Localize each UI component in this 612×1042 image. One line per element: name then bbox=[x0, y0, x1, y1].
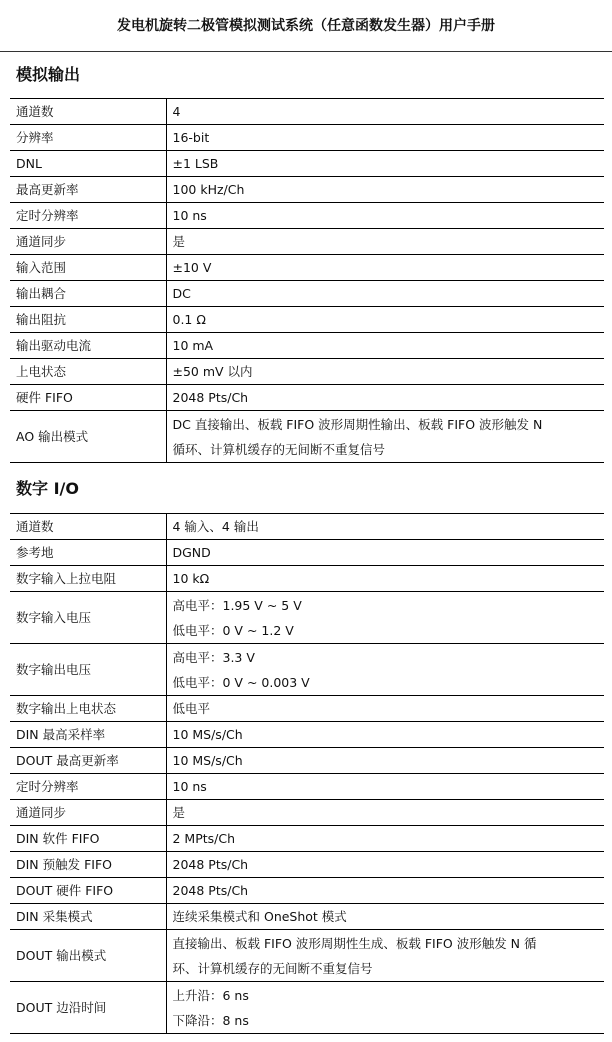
table-row bbox=[10, 930, 604, 982]
table-row bbox=[10, 566, 604, 592]
spec-value bbox=[166, 125, 604, 151]
spec-value-line: 是 bbox=[172, 234, 186, 249]
spec-value-line: DC bbox=[172, 286, 191, 301]
spec-value-line: 下降沿：8 ns bbox=[172, 1012, 249, 1028]
spec-value-line: 上升沿：6 ns bbox=[172, 987, 249, 1003]
table-row bbox=[10, 904, 604, 930]
spec-value bbox=[166, 333, 604, 359]
spec-value bbox=[166, 514, 604, 540]
spec-value-line: 低电平 bbox=[172, 701, 211, 716]
spec-value bbox=[166, 904, 604, 930]
spec-value-line: 10 ns bbox=[172, 208, 207, 223]
table-row bbox=[10, 99, 604, 125]
table-row bbox=[10, 411, 604, 463]
spec-label: 分辨率 bbox=[10, 125, 166, 151]
table-row bbox=[10, 722, 604, 748]
analog-output-spec-table bbox=[10, 98, 604, 463]
spec-label: 输出驱动电流 bbox=[10, 333, 166, 359]
table-row bbox=[10, 748, 604, 774]
spec-label: DOUT 输出模式 bbox=[10, 930, 166, 982]
spec-label: DOUT 边沿时间 bbox=[10, 982, 166, 1034]
spec-value bbox=[166, 774, 604, 800]
spec-label: 通道数 bbox=[10, 514, 166, 540]
spec-label: DNL bbox=[10, 151, 166, 177]
spec-value bbox=[166, 307, 604, 333]
spec-value-line: 2048 Pts/Ch bbox=[172, 857, 249, 872]
table-row bbox=[10, 982, 604, 1034]
spec-label: 通道数 bbox=[10, 99, 166, 125]
spec-value-line: 2048 Pts/Ch bbox=[172, 883, 249, 898]
table-row bbox=[10, 151, 604, 177]
spec-value bbox=[166, 826, 604, 852]
spec-value-line: 4 输入、4 输出 bbox=[172, 519, 259, 534]
table-row bbox=[10, 307, 604, 333]
spec-value-line: DGND bbox=[172, 545, 211, 560]
table-row bbox=[10, 852, 604, 878]
table-row bbox=[10, 281, 604, 307]
spec-value-line: 高电平：3.3 V bbox=[172, 649, 255, 665]
spec-label: 通道同步 bbox=[10, 800, 166, 826]
table-row bbox=[10, 592, 604, 644]
spec-value bbox=[166, 930, 604, 982]
spec-value bbox=[166, 696, 604, 722]
table-row bbox=[10, 774, 604, 800]
spec-value bbox=[166, 281, 604, 307]
spec-value-line: 高电平：1.95 V ~ 5 V bbox=[172, 597, 302, 613]
document-title: 发电机旋转二极管模拟测试系统（任意函数发生器）用户手册 bbox=[117, 18, 495, 34]
spec-label: 参考地 bbox=[10, 540, 166, 566]
spec-value bbox=[166, 255, 604, 281]
table-row bbox=[10, 229, 604, 255]
spec-label: 硬件 FIFO bbox=[10, 385, 166, 411]
spec-label: 定时分辨率 bbox=[10, 203, 166, 229]
section-title-digital-io: 数字 I/O bbox=[16, 479, 79, 498]
spec-value-line: 是 bbox=[172, 805, 186, 820]
spec-value-line: 100 kHz/Ch bbox=[172, 182, 245, 197]
section-title-analog-output: 模拟输出 bbox=[16, 65, 81, 84]
spec-label: 定时分辨率 bbox=[10, 774, 166, 800]
spec-value bbox=[166, 229, 604, 255]
spec-value-line: ±50 mV 以内 bbox=[172, 364, 253, 379]
spec-value-line: 10 kΩ bbox=[172, 571, 210, 586]
spec-value-line: 循环、计算机缓存的无间断不重复信号 bbox=[172, 441, 386, 457]
table-row bbox=[10, 125, 604, 151]
spec-value-line: ±1 LSB bbox=[172, 156, 219, 171]
table-row bbox=[10, 514, 604, 540]
table-row bbox=[10, 644, 604, 696]
spec-label: 数字输入上拉电阻 bbox=[10, 566, 166, 592]
spec-label: 通道同步 bbox=[10, 229, 166, 255]
spec-label: DIN 最高采样率 bbox=[10, 722, 166, 748]
spec-value-line: 4 bbox=[172, 104, 181, 119]
spec-value-line: 连续采集模式和 OneShot 模式 bbox=[172, 909, 347, 924]
spec-value bbox=[166, 722, 604, 748]
digital-io-spec-table bbox=[10, 513, 604, 1034]
table-row bbox=[10, 696, 604, 722]
spec-label: DIN 预触发 FIFO bbox=[10, 852, 166, 878]
spec-value bbox=[166, 99, 604, 125]
spec-value bbox=[166, 852, 604, 878]
table-row bbox=[10, 255, 604, 281]
spec-value bbox=[166, 748, 604, 774]
spec-value bbox=[166, 800, 604, 826]
spec-label: DIN 软件 FIFO bbox=[10, 826, 166, 852]
spec-value-line: 10 MS/s/Ch bbox=[172, 727, 243, 742]
spec-value-line: 低电平：0 V ~ 0.003 V bbox=[172, 674, 310, 690]
spec-value bbox=[166, 203, 604, 229]
spec-label: 数字输入电压 bbox=[10, 592, 166, 644]
table-row bbox=[10, 540, 604, 566]
spec-label: 最高更新率 bbox=[10, 177, 166, 203]
spec-label: 输出阻抗 bbox=[10, 307, 166, 333]
spec-value bbox=[166, 592, 604, 644]
spec-value bbox=[166, 411, 604, 463]
spec-label: DIN 采集模式 bbox=[10, 904, 166, 930]
table-row bbox=[10, 359, 604, 385]
spec-value bbox=[166, 566, 604, 592]
page-header bbox=[0, 0, 612, 52]
spec-value bbox=[166, 878, 604, 904]
spec-value-line: 16-bit bbox=[172, 130, 210, 145]
spec-label: DOUT 硬件 FIFO bbox=[10, 878, 166, 904]
spec-value-line: 直接输出、板载 FIFO 波形周期性生成、板载 FIFO 波形触发 N 循 bbox=[172, 935, 537, 951]
spec-label: 输入范围 bbox=[10, 255, 166, 281]
spec-value-line: 低电平：0 V ~ 1.2 V bbox=[172, 622, 294, 638]
spec-label: DOUT 最高更新率 bbox=[10, 748, 166, 774]
spec-value-line: 2048 Pts/Ch bbox=[172, 390, 249, 405]
spec-label: 输出耦合 bbox=[10, 281, 166, 307]
table-row bbox=[10, 177, 604, 203]
spec-value bbox=[166, 177, 604, 203]
spec-value-line: ±10 V bbox=[172, 260, 212, 275]
spec-value-line: 10 MS/s/Ch bbox=[172, 753, 243, 768]
spec-label: 数字输出上电状态 bbox=[10, 696, 166, 722]
spec-value bbox=[166, 982, 604, 1034]
spec-value bbox=[166, 151, 604, 177]
spec-label: AO 输出模式 bbox=[10, 411, 166, 463]
spec-value bbox=[166, 385, 604, 411]
spec-label: 数字输出电压 bbox=[10, 644, 166, 696]
table-row bbox=[10, 878, 604, 904]
spec-value-line: 0.1 Ω bbox=[172, 312, 206, 327]
spec-value bbox=[166, 540, 604, 566]
table-row bbox=[10, 203, 604, 229]
spec-value-line: 环、计算机缓存的无间断不重复信号 bbox=[172, 960, 373, 976]
table-row bbox=[10, 333, 604, 359]
table-row bbox=[10, 800, 604, 826]
spec-value bbox=[166, 359, 604, 385]
spec-value-line: DC 直接输出、板载 FIFO 波形周期性输出、板载 FIFO 波形触发 N bbox=[172, 416, 543, 432]
spec-value bbox=[166, 644, 604, 696]
table-row bbox=[10, 385, 604, 411]
spec-label: 上电状态 bbox=[10, 359, 166, 385]
spec-value-line: 10 ns bbox=[172, 779, 207, 794]
spec-value-line: 10 mA bbox=[172, 338, 214, 353]
table-row bbox=[10, 826, 604, 852]
spec-value-line: 2 MPts/Ch bbox=[172, 831, 236, 846]
